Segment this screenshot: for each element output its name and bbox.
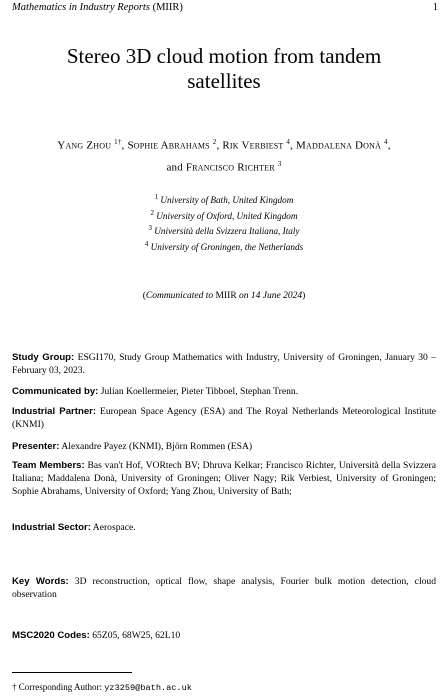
- footnote-rule: [12, 672, 132, 673]
- msc-codes-text: 65Z05, 68W25, 62L10: [92, 630, 181, 641]
- journal-abbr: (MIIR): [152, 2, 183, 13]
- author-affil-mark: 3: [277, 159, 282, 168]
- study-group: [12, 351, 436, 377]
- industrial-partner-text: European Space Agency (ESA) and The Royal Netherlands Meteorological Institute (KNMI): [12, 406, 437, 431]
- author-name: Maddalena Donà: [296, 139, 382, 152]
- communicated-line: (Communicated to MIIR on 14 June 2024): [142, 291, 306, 301]
- affiliation-list: [0, 191, 448, 254]
- team-members-text: Bas van't Hof, VORtech BV; Dhruva Kelkar; Francisco Richter, Università della Svizzera Italiana; Maddalena Donà, University of Groningen; Oliver Nagy; Rik Verbiest, University of Groningen; Sophie Abrahams, University of Oxford; Yang Zhou, University of Bath;: [12, 460, 436, 498]
- key-words-text: 3D reconstruction, optical flow, shape analysis, Fourier bulk motion detection, cloud observation: [12, 576, 436, 601]
- study-group-label: Study Group:: [12, 352, 75, 363]
- corresponding-email[interactable]: yz3259@bath.ac.uk: [104, 683, 192, 693]
- author-name: Rik Verbiest: [222, 139, 284, 152]
- journal-name: Mathematics in Industry Reports: [12, 2, 150, 13]
- author-name: Francisco Richter: [185, 161, 275, 174]
- communicated-by-label: Communicated by:: [12, 386, 99, 397]
- msc-codes-label: MSC2020 Codes:: [12, 630, 90, 641]
- author-affil-mark: 4: [286, 138, 291, 146]
- team-members: [12, 459, 436, 499]
- footnote-mark: †: [12, 682, 17, 692]
- affiliation-item: $^2$ University of Oxford, United Kingdom: [150, 208, 298, 221]
- communicated-date: 14 June 2024: [250, 291, 303, 301]
- author-affil-mark: 2: [212, 138, 217, 146]
- affiliation-item: $^1$ University of Bath, United Kingdom: [154, 193, 294, 206]
- presenter: [12, 440, 436, 453]
- page-number: 1: [432, 2, 438, 13]
- communicated-prefix: Communicated to: [145, 291, 214, 301]
- key-words: [12, 575, 436, 601]
- team-members-label: Team Members:: [12, 460, 85, 471]
- footnote-label: Corresponding Author:: [18, 682, 102, 692]
- presenter-text: Alexandre Payez (KNMI), Björn Rommen (ESA): [61, 441, 253, 452]
- communicated-by-text: Julian Koellermeier, Pieter Tibboel, Stephan Trenn.: [100, 386, 299, 397]
- communicated-journal: MIIR: [215, 291, 237, 301]
- industrial-sector-text: Aerospace.: [92, 522, 136, 533]
- affiliation-item: $^4$ University of Groningen, the Netherlands: [144, 239, 304, 253]
- industrial-sector-label: Industrial Sector:: [12, 522, 91, 533]
- industrial-sector: [12, 521, 436, 534]
- title-line-2: satellites: [187, 69, 261, 93]
- paper-title: [0, 44, 448, 94]
- footnote: [12, 682, 192, 693]
- author-name: Sophie Abrahams: [127, 139, 210, 152]
- study-group-text: ESGI170, Study Group Mathematics with Industry, University of Groningen, January 30 – February 03, 2023.: [12, 352, 436, 377]
- communicated-by: [12, 385, 436, 398]
- key-words-label: Key Words:: [12, 576, 69, 587]
- author-affil-mark: 1†: [114, 138, 122, 146]
- msc-codes: [12, 629, 436, 642]
- industrial-partner: [12, 405, 436, 431]
- author-affil-mark: 4: [384, 138, 388, 146]
- author-name: Yang Zhou: [57, 139, 112, 152]
- presenter-label: Presenter:: [12, 441, 60, 452]
- affiliation-item: $^3$ Università della Svizzera Italiana, Italy: [148, 224, 300, 237]
- author-list: Yang Zhou $^{1\dagger}$, Sophie Abrahams $^2$, Rik Verbiest $^4$, Maddalena Donà $^4$, and Francisco Richter $^3$: [57, 138, 391, 174]
- industrial-partner-label: Industrial Partner:: [12, 406, 97, 417]
- running-header: [12, 2, 183, 13]
- title-line-1: Stereo 3D cloud motion from tandem: [66, 44, 382, 68]
